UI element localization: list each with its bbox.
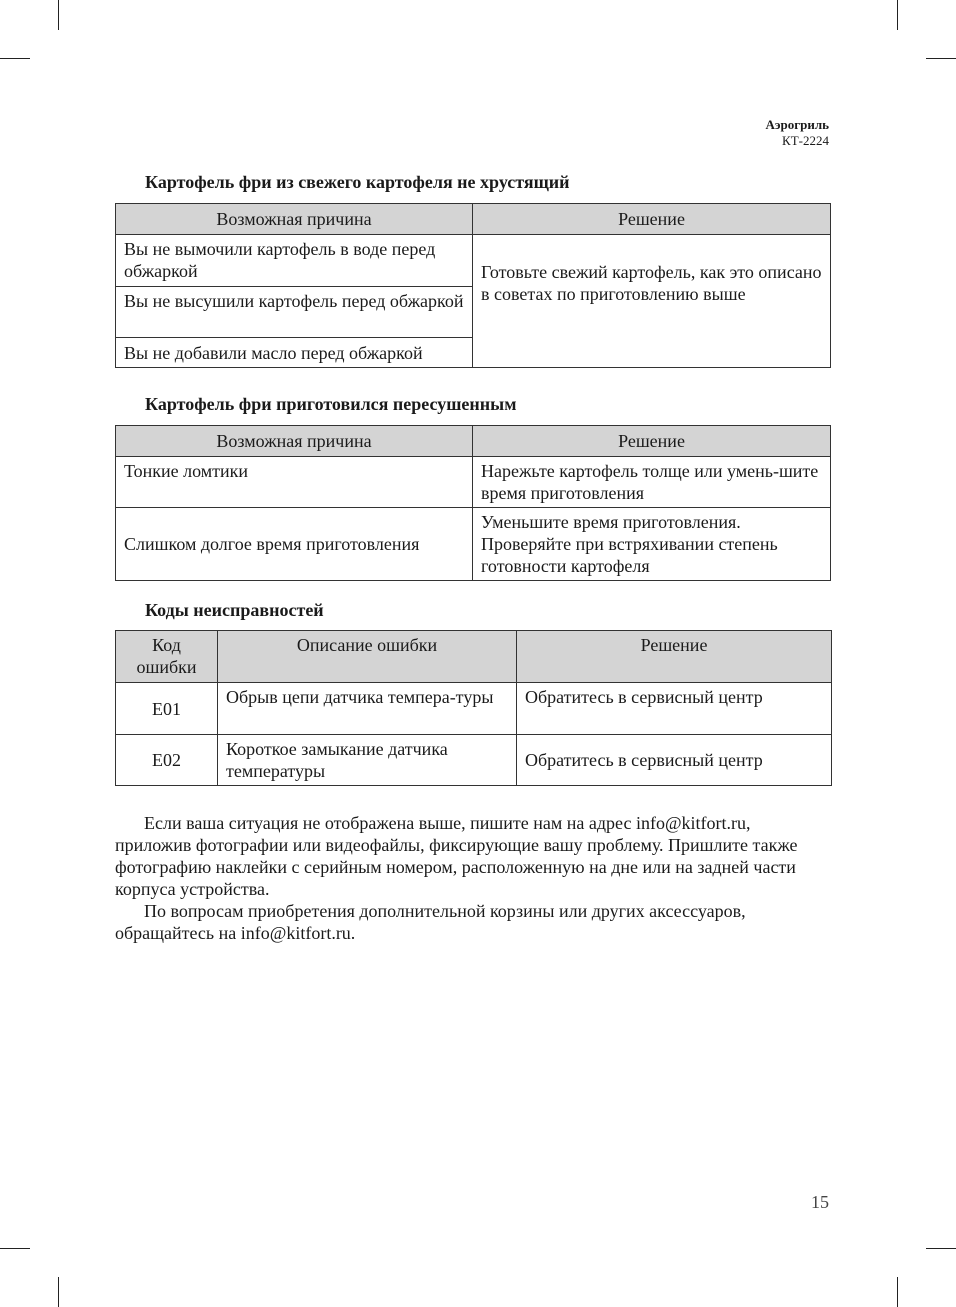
- header-solution: Решение: [473, 426, 831, 457]
- cause-cell: Вы не высушили картофель перед обжаркой: [116, 287, 473, 338]
- crop-mark: [0, 58, 30, 59]
- table-row: [116, 235, 831, 287]
- cause-cell: Тонкие ломтики: [116, 457, 473, 508]
- cause-cell: Слишком долгое время приготовления: [116, 508, 473, 581]
- table-row: [116, 508, 831, 581]
- page-number: 15: [811, 1192, 829, 1212]
- header-description: Описание ошибки: [218, 631, 517, 683]
- table-overdried: [115, 425, 831, 581]
- product-name: Аэрогриль: [765, 117, 829, 132]
- crop-mark: [926, 58, 956, 59]
- contact-paragraphs: [115, 812, 830, 944]
- header-cause: Возможная причина: [116, 204, 473, 235]
- header-solution: Решение: [517, 631, 832, 683]
- table-error-codes: [115, 630, 832, 786]
- solution-cell: Готовьте свежий картофель, как это описано в советах по приготовлению выше: [473, 235, 831, 368]
- section-title-not-crispy: Картофель фри из свежего картофеля не хрустящий: [145, 172, 570, 192]
- table-row: [116, 683, 832, 735]
- error-solution: Обратитесь в сервисный центр: [517, 735, 832, 786]
- section-title-overdried: Картофель фри приготовился пересушенным: [145, 394, 517, 414]
- cause-cell: Вы не добавили масло перед обжаркой: [116, 338, 473, 368]
- crop-mark: [926, 1248, 956, 1249]
- cause-cell: Вы не вымочили картофель в воде перед обжаркой: [116, 235, 473, 287]
- error-description: Обрыв цепи датчика темпера-туры: [218, 683, 517, 735]
- accessories-paragraph: По вопросам приобретения дополнительной корзины или других аксессуаров, обращайтесь на info@kitfort.ru.: [115, 901, 746, 943]
- model-number: КТ-2224: [782, 133, 829, 148]
- header-cause: Возможная причина: [116, 426, 473, 457]
- crop-mark: [0, 1248, 30, 1249]
- error-code: E02: [116, 735, 218, 786]
- solution-cell: Нарежьте картофель толще или умень-шите время приготовления: [473, 457, 831, 508]
- contact-paragraph: Если ваша ситуация не отображена выше, пишите нам на адрес info@kitfort.ru, приложив фотографии или видеофайлы, фиксирующие вашу проблему. Пришлите также фотографию наклейки с серийным номером, расположенную на дне или на задней части корпуса устройства.: [115, 813, 798, 899]
- error-description: Короткое замыкание датчика температуры: [218, 735, 517, 786]
- table-row: [116, 457, 831, 508]
- solution-cell: Уменьшите время приготовления. Проверяйте при встряхивании степень готовности картофеля: [473, 508, 831, 581]
- table-row: [116, 735, 832, 786]
- running-header: [765, 117, 829, 149]
- header-code: Код ошибки: [116, 631, 218, 683]
- error-code: E01: [116, 683, 218, 735]
- crop-mark: [897, 0, 898, 30]
- crop-mark: [58, 1277, 59, 1307]
- section-title-error-codes: Коды неисправностей: [145, 600, 324, 620]
- crop-mark: [58, 0, 59, 30]
- error-solution: Обратитесь в сервисный центр: [517, 683, 832, 735]
- header-solution: Решение: [473, 204, 831, 235]
- table-not-crispy: [115, 203, 831, 368]
- crop-mark: [897, 1277, 898, 1307]
